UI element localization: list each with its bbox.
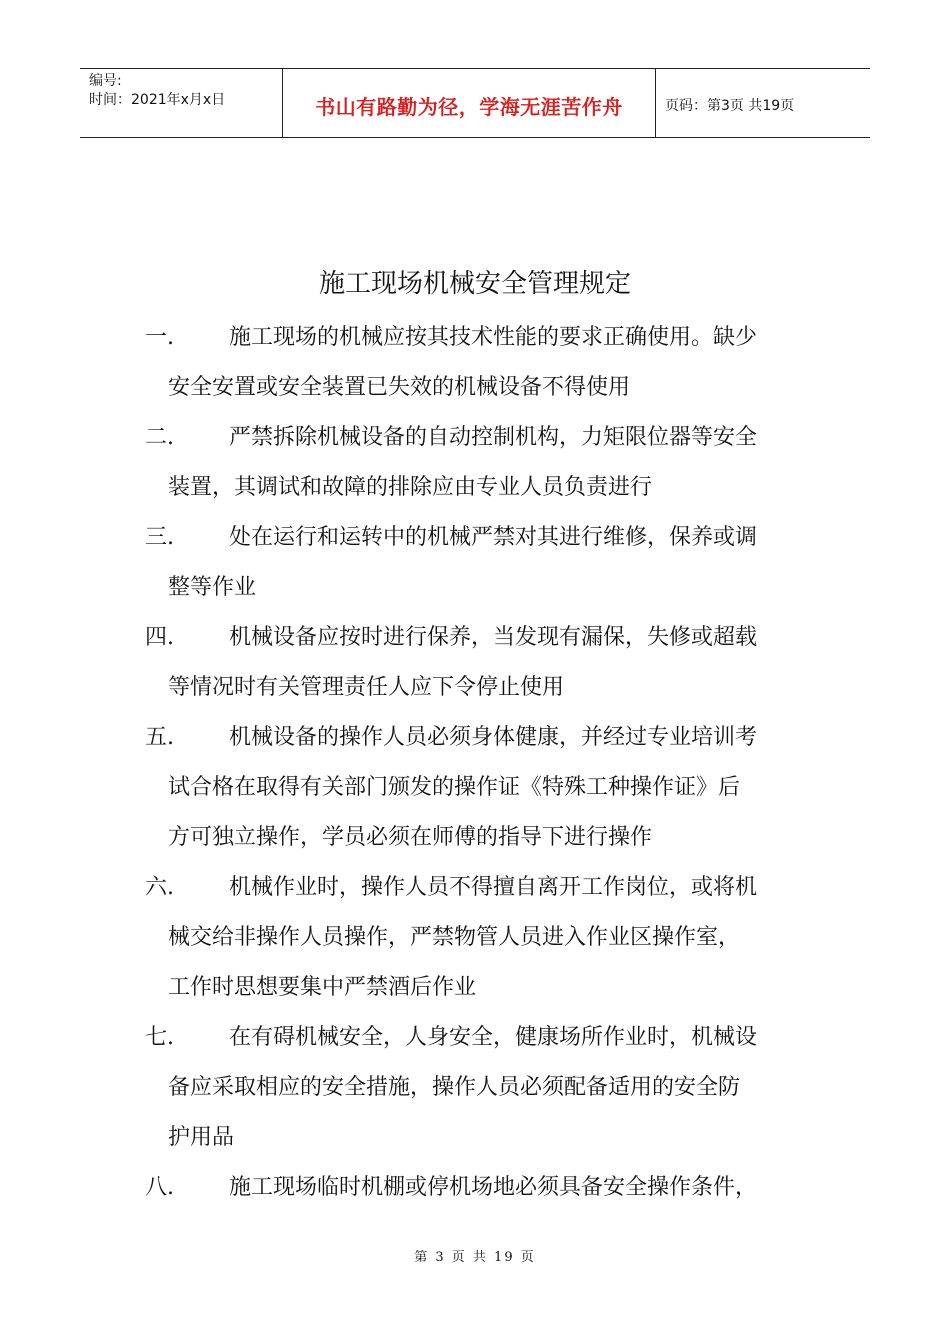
rule-number: 五. bbox=[145, 725, 174, 750]
document-title: 施工现场机械安全管理规定 bbox=[318, 269, 631, 299]
rule-text-line: 机械设备的操作人员必须身体健康，并经过专业培训考 bbox=[229, 725, 758, 750]
rule-text-line: 严禁拆除机械设备的自动控制机构，力矩限位器等安全 bbox=[229, 425, 758, 450]
code-label: 编号: bbox=[89, 73, 122, 89]
page-footer: 第 3 页 共 19 页 bbox=[414, 1250, 536, 1265]
rule-text-line: 施工现场临时机棚或停机场地必须具备安全操作条件， bbox=[229, 1175, 758, 1200]
rule-text-line: 方可独立操作，学员必须在师傅的指导下进行操作 bbox=[168, 825, 653, 850]
header-meta bbox=[80, 69, 283, 137]
rule-text-line: 械交给非操作人员操作，严禁物管人员进入作业区操作室， bbox=[168, 925, 741, 950]
rule-item bbox=[0, 863, 950, 1013]
rule-text-line: 处在运行和运转中的机械严禁对其进行维修，保养或调 bbox=[229, 525, 758, 550]
rule-number: 四. bbox=[145, 625, 174, 650]
rule-number: 二. bbox=[145, 425, 174, 450]
rule-item bbox=[0, 613, 950, 713]
rule-text-line: 机械设备应按时进行保养，当发现有漏保，失修或超载 bbox=[229, 625, 758, 650]
time-label: 时间：2021年x月x日 bbox=[89, 92, 226, 108]
rule-text-line: 备应采取相应的安全措施，操作人员必须配备适用的安全防 bbox=[168, 1075, 741, 1100]
rule-item bbox=[0, 713, 950, 863]
rule-text-line: 整等作业 bbox=[168, 575, 257, 600]
rule-item bbox=[0, 1163, 950, 1213]
rule-text-line: 装置，其调试和故障的排除应由专业人员负责进行 bbox=[168, 475, 653, 500]
rule-number: 三. bbox=[145, 525, 174, 550]
rule-number: 七. bbox=[145, 1025, 174, 1050]
rule-text-line: 机械作业时，操作人员不得擅自离开工作岗位，或将机 bbox=[229, 875, 758, 900]
rule-number: 八. bbox=[145, 1175, 174, 1200]
rule-text-line: 安全安置或安全装置已失效的机械设备不得使用 bbox=[168, 375, 631, 400]
rule-text-line: 护用品 bbox=[168, 1125, 235, 1150]
rule-text-line: 试合格在取得有关部门颁发的操作证《特殊工种操作证》后 bbox=[168, 775, 741, 800]
rule-number: 六. bbox=[145, 875, 174, 900]
header-motto: 书山有路勤为径，学海无涯苦作舟 bbox=[283, 69, 656, 137]
rule-item bbox=[0, 1013, 950, 1163]
rule-text-line: 施工现场的机械应按其技术性能的要求正确使用。缺少 bbox=[229, 325, 758, 350]
header-page-info: 页码：第3页 共19页 bbox=[665, 97, 795, 114]
rule-text-line: 等情况时有关管理责任人应下令停止使用 bbox=[168, 675, 565, 700]
rule-text-line: 工作时思想要集中严禁酒后作业 bbox=[168, 975, 477, 1000]
rule-item bbox=[0, 513, 950, 613]
rule-item bbox=[0, 313, 950, 413]
rule-item bbox=[0, 413, 950, 513]
page-header bbox=[80, 68, 870, 138]
rule-number: 一. bbox=[145, 325, 174, 350]
rule-text-line: 在有碍机械安全，人身安全，健康场所作业时，机械设 bbox=[229, 1025, 758, 1050]
rule-list bbox=[0, 313, 950, 1213]
